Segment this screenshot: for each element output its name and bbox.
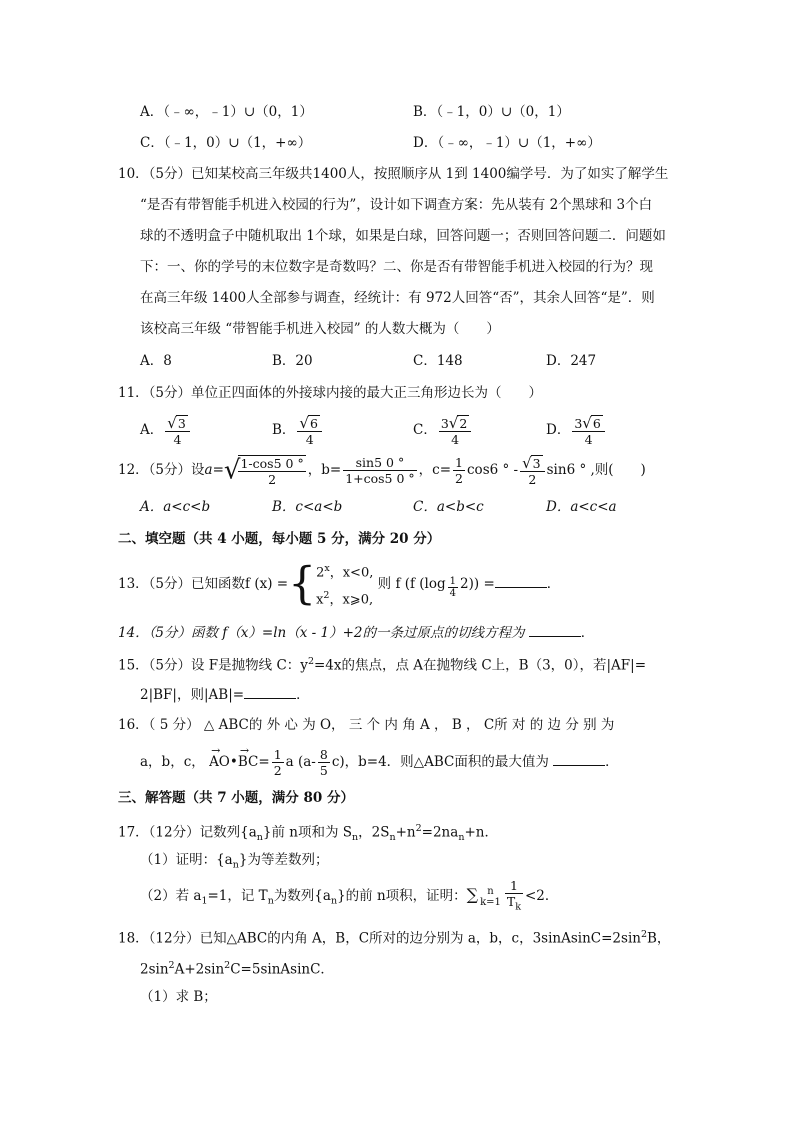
q10-line-6: 该校高三年级 “带智能手机进入校园” 的人数大概为（ ）: [140, 321, 500, 337]
q11-option-d: D． $\frac{3√6}{4}$: [546, 410, 607, 450]
q12-stem: 12．（5分）设a=√ $\frac{1-\cos 5 0 ^\circ}{2}$ ，b= $\frac{\sin 5 0 ^\circ}{1+\cos 5 0 ^\circ}$ ，c= $\frac{1}{2}$ cos6 ° - $\frac{√3}{2}$ sin6 ° ,则( ): [118, 453, 646, 487]
q10-line-4: 下：一、你的学号的末位数字是奇数吗？二、你是否有带智能手机进入校园的行为？现: [140, 259, 653, 275]
q12-option-d: D．a<c<a: [546, 499, 617, 515]
q10-line-2: “是否有带智能手机进入校园的行为”，设计如下调查方案：先从装有 2个黑球和 3个白: [140, 197, 653, 213]
q10-option-c: C．148: [413, 353, 463, 369]
q17-stem: 17．（12分）记数列$\{a_n\}$前 n项和为 $S_n$，$2S_n+n^2=2na_n+n$．: [118, 823, 498, 844]
q10-line-5: 在高三年级 1400人全部参与调查，经统计：有 972人回答“否”，其余人回答“是”．则: [140, 290, 655, 306]
q12-option-b: B．c<a<b: [272, 499, 343, 515]
q11-option-c: C． $\frac{3√2}{4}$: [413, 410, 473, 450]
q12-option-c: C．a<b<c: [413, 499, 484, 515]
q17-part-2: （2）若 $a_1=1$，记 $T_n$为数列$\{a_n\}$的前 n项积，证明：∑ n k=1 $\frac{1}{T_k}$ <2．: [140, 878, 559, 913]
q15-line-1: 15．（5分）设 F是抛物线 C：$y^2=4x$的焦点，点 A在抛物线 C上，B（3，0），若|AF|=: [118, 656, 647, 674]
q9-option-c: C．（﹣1，0）∪（1，+∞）: [140, 135, 312, 151]
q18-line-1: 18．（12分）已知△ABC的内角 A，B，C所对的边分别为 a，b，c，$3sinAsinC=2\sin^2B$，: [118, 929, 671, 947]
q18-part-1: （1）求 B；: [140, 989, 217, 1005]
q18-line-2: $2\sin^2A+2\sin^2C=5sinAsinC$．: [140, 960, 334, 978]
q10-line-3: 球的不透明盒子中随机取出 1个球，如果是白球，回答问题一；否则回答问题二．问题如: [140, 228, 666, 244]
q17-part-1: （1）证明：$\{a_n\}$为等差数列；: [140, 852, 329, 871]
q14-answer-blank: [529, 622, 581, 637]
q13-stem: 13．（5分）已知函数f $(x) =\{2^x$，x<0, $x^2$，x⩾0, 则 f (f (log $\frac{1}{4}$ 2)) = ．: [118, 558, 561, 610]
q16-line-2: a，b，c， → AO•→ BC= $\frac{1}{2}$ a (a- $\frac{8}{5}$ c)，b=4．则△ABC面积的最大值为 ．: [140, 742, 619, 782]
q15-line-2: 2|BF|，则|AB|= ．: [140, 684, 310, 705]
q11-option-a: A． $\frac{√3}{4}$: [140, 410, 192, 450]
q16-line-1: 16．（ 5 分） △ ABC的 外 心 为 O， 三 个 内 角 A ， B ， C所 对 的 边 分 别 为: [118, 717, 615, 733]
q10-line-1: 10．（5分）已知某校高三年级共1400人，按照顺序从 1到 1400编学号．为了如实了解学生: [118, 166, 669, 182]
q9-option-b: B．（﹣1，0）∪（0，1）: [413, 104, 570, 120]
q10-option-d: D．247: [546, 353, 597, 369]
q13-answer-blank: [495, 573, 547, 588]
q10-option-a: A．8: [140, 353, 172, 369]
q12-option-a: A．a<c<b: [140, 499, 211, 515]
q10-option-b: B．20: [272, 353, 313, 369]
q16-answer-blank: [553, 751, 605, 766]
q9-option-d: D．（﹣∞，﹣1）∪（1，+∞）: [413, 135, 601, 151]
section-2-heading: 二、填空题（共 4 小题，每小题 5 分，满分 20 分）: [118, 531, 441, 547]
q11-option-b: B． $\frac{√6}{4}$: [272, 410, 324, 450]
q11-stem: 11．（5分）单位正四面体的外接球内接的最大正三角形边长为（ ）: [118, 385, 543, 401]
section-3-heading: 三、解答题（共 7 小题，满分 80 分）: [118, 790, 354, 806]
q15-answer-blank: [244, 684, 296, 699]
q9-option-a: A．（﹣∞，﹣1）∪（0，1）: [140, 104, 313, 120]
q14-stem: 14．（5分）函数 f（x）=ln（x - 1）+2的一条过原点的切线方程为 ．: [118, 622, 594, 643]
